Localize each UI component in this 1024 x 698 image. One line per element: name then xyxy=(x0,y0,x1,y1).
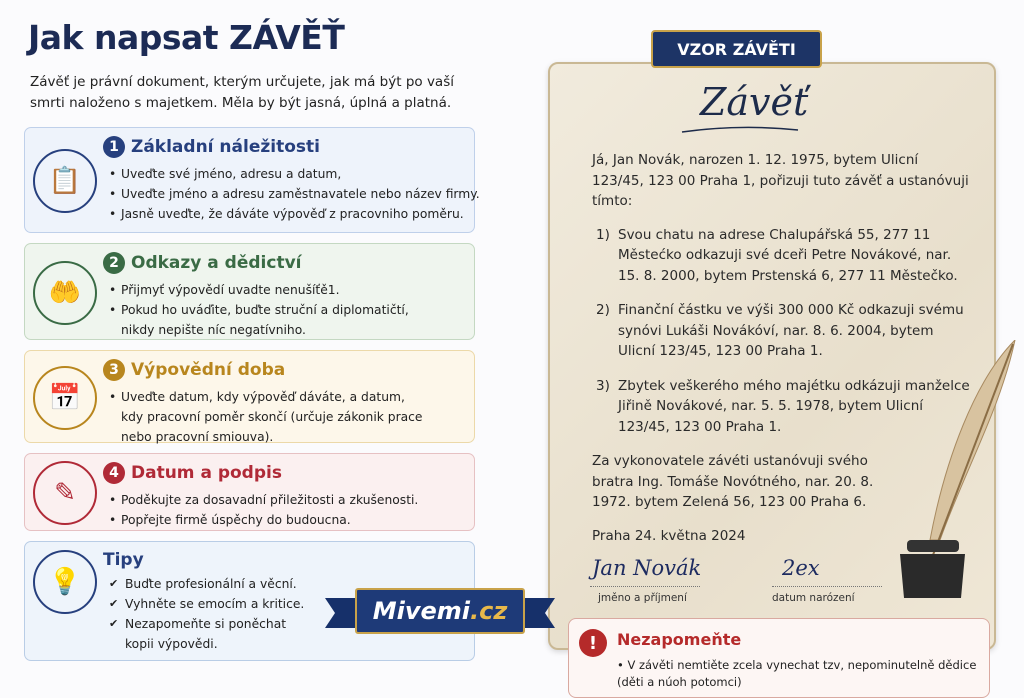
lightbulb-icon: 💡 xyxy=(33,550,97,614)
pen-icon: ✎ xyxy=(33,461,97,525)
warning-text: • V závěti nemtiěte zcela vynechat tzv, nepominutelně dědice (děti a núoh potomci) xyxy=(617,658,977,689)
page-title: Jak napsat ZÁVĚŤ xyxy=(28,18,345,57)
section-item: • Poděkujte za dosavadní přiležitosti a zkušenosti. xyxy=(109,490,479,510)
section-card xyxy=(24,453,475,531)
intro-text: Závěť je právní dokument, kterým určujete, jak má být po vaší smrti naloženo s majetkem. Měla by být jasná, úplná a platná. xyxy=(30,74,454,111)
will-executor: Za vykonovatele závéti ustanóvuji svého bratra Ing. Tomáše Novótného, nar. 20. 8. 1972. bytem Zelená 56, 123 00 Praha 6. xyxy=(592,453,874,510)
will-clause: 1) Svou chatu na adrese Chalupářská 55, 277 11 Městećko odkazuji své dceři Petre Novákové, nar. 15. 8. 2000, bytem Prstenská 6, 277 11 Městečko. xyxy=(596,226,958,284)
section-item: • Popřejte firmě úspěchy do budoucna. xyxy=(109,510,479,530)
will-clause: 2) Finanční částku ve výši 300 000 Kč odkazuji svému synóvi Lukáši Novákóví, nar. 8. 6. 2004, bytem Ulicní 123/45, 123 00 Praha 1. xyxy=(596,302,964,359)
tip-item: ✔ Nezapomeňte si poněchat kopii výpovědi. xyxy=(109,614,309,654)
tips-list xyxy=(109,574,309,654)
mivemi-logo: Mivemi .cz xyxy=(325,588,555,634)
label-birth: datum narózení xyxy=(772,592,855,604)
section-title: Výpovědní doba xyxy=(131,360,286,380)
section-item: • Jasně uveďte, že dáváte výpověď z pracovniho poměru. xyxy=(109,204,539,224)
quill-inkwell-icon xyxy=(895,340,1024,610)
section-item: • Uveďte datum, kdy výpověď dáváte, a datum, kdy pracovní poměr skončí (určuje zákonik prace nebo pracovní smiouva). xyxy=(109,387,429,447)
section-card xyxy=(24,127,480,233)
warning-title: Nezapomeňte xyxy=(617,630,742,649)
section-card xyxy=(24,350,475,443)
section-number: 4 xyxy=(103,462,125,484)
warning-box xyxy=(568,618,990,698)
clipboard-icon: 📋 xyxy=(33,149,97,213)
section-item: • Uveďte své jméno, adresu a datum, xyxy=(109,164,539,184)
section-card xyxy=(24,243,475,340)
section-title: Odkazy a dědictví xyxy=(131,253,302,273)
section-title: Datum a podpis xyxy=(131,463,282,483)
tip-item: ✔ Buďte profesionální a věcní. xyxy=(109,574,309,594)
section-number: 1 xyxy=(103,136,125,158)
tips-title: Tipy xyxy=(103,550,144,570)
tip-item: ✔ Vyhněte se emocím a kritice. xyxy=(109,594,309,614)
will-place-date: Praha 24. května 2024 xyxy=(592,527,746,544)
hand-coin-icon: 🤲 xyxy=(33,261,97,325)
will-badge: VZOR ZÁVĚTI xyxy=(651,30,822,68)
will-heading: Závěť xyxy=(700,80,809,124)
section-item: • Uveďte jméno a adresu zaměstnavatele nebo název firmy. xyxy=(109,184,539,204)
signature-birthdate: 2ex xyxy=(782,556,820,580)
section-title: Základní náležitosti xyxy=(131,137,320,157)
will-opening: Já, Jan Novák, narozen 1. 12. 1975, bytem Ulicní 123/45, 123 00 Praha 1, pořizuji tuto závěť a ustanóvuji tímto: xyxy=(592,152,969,209)
section-number: 3 xyxy=(103,359,125,381)
signature: Jan Novák xyxy=(592,556,702,580)
section-item: • Pokud ho uváďite, buďte struční a diplomatičtí, nikdy nepište níc negatívniho. xyxy=(109,300,439,340)
section-number: 2 xyxy=(103,252,125,274)
flourish-icon xyxy=(680,124,800,136)
label-name: jměno a příjmení xyxy=(598,592,687,604)
exclamation-icon: ! xyxy=(579,629,607,657)
will-clause: 3) Zbytek veškerého mého majétku odkázuji manželce Jiřině Novákové, nar. 5. 5. 1978, bytem Ulicní 123/45, 123 00 Praha 1. xyxy=(596,377,970,435)
calendar-icon: 📅 xyxy=(33,366,97,430)
section-item: • Přijmyť výpovědí uvadte nenušíťě1. xyxy=(109,280,439,300)
